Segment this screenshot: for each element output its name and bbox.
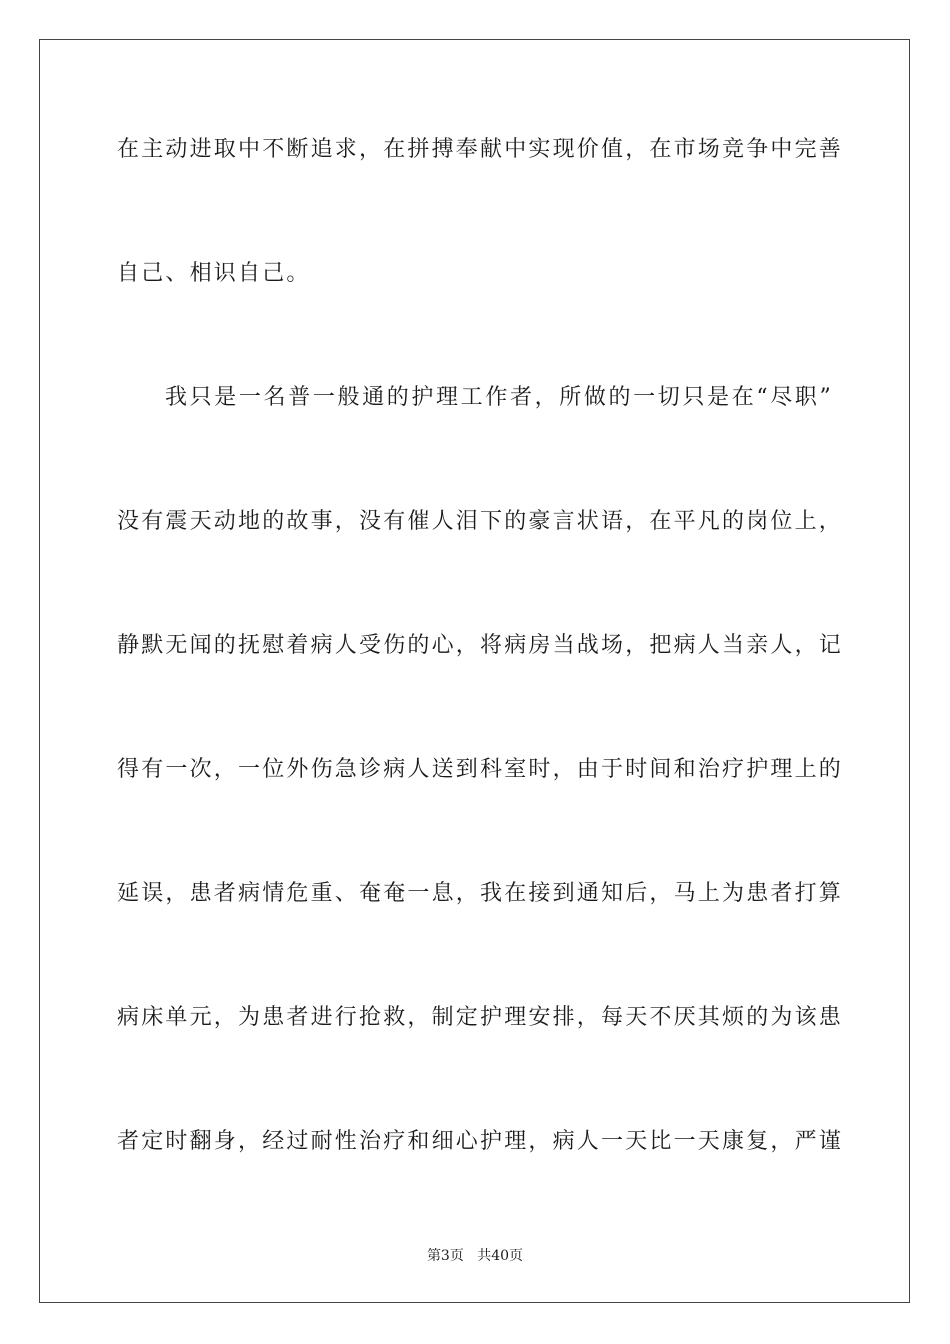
page-frame (39, 39, 910, 1303)
text-line: 我只是一名普一般通的护理工作者，所做的一切只是在“尽职” (165, 385, 833, 410)
text-line: 病床单元，为患者进行抢救，制定护理安排，每天不厌其烦的为该患 (117, 1005, 844, 1030)
text-line: 者定时翻身，经过耐性治疗和细心护理，病人一天比一天康复，严谨 (117, 1129, 844, 1154)
text-line: 没有震天动地的故事，没有催人泪下的豪言状语，在平凡的岗位上， (117, 509, 844, 534)
page-footer (0, 1246, 950, 1266)
text-line: 自己、相识自己。 (117, 261, 311, 286)
text-line: 延误，患者病情危重、奄奄一息，我在接到通知后，马上为患者打算 (117, 881, 844, 906)
page-total: 共40页 (477, 1248, 524, 1264)
text-line: 在主动进取中不断追求，在拼搏奉献中实现价值，在市场竞争中完善 (117, 137, 844, 162)
page-number: 第3页 (426, 1248, 464, 1264)
text-line: 静默无闻的抚慰着病人受伤的心，将病房当战场，把病人当亲人，记 (117, 633, 844, 658)
text-line: 得有一次，一位外伤急诊病人送到科室时，由于时间和治疗护理上的 (117, 757, 844, 782)
